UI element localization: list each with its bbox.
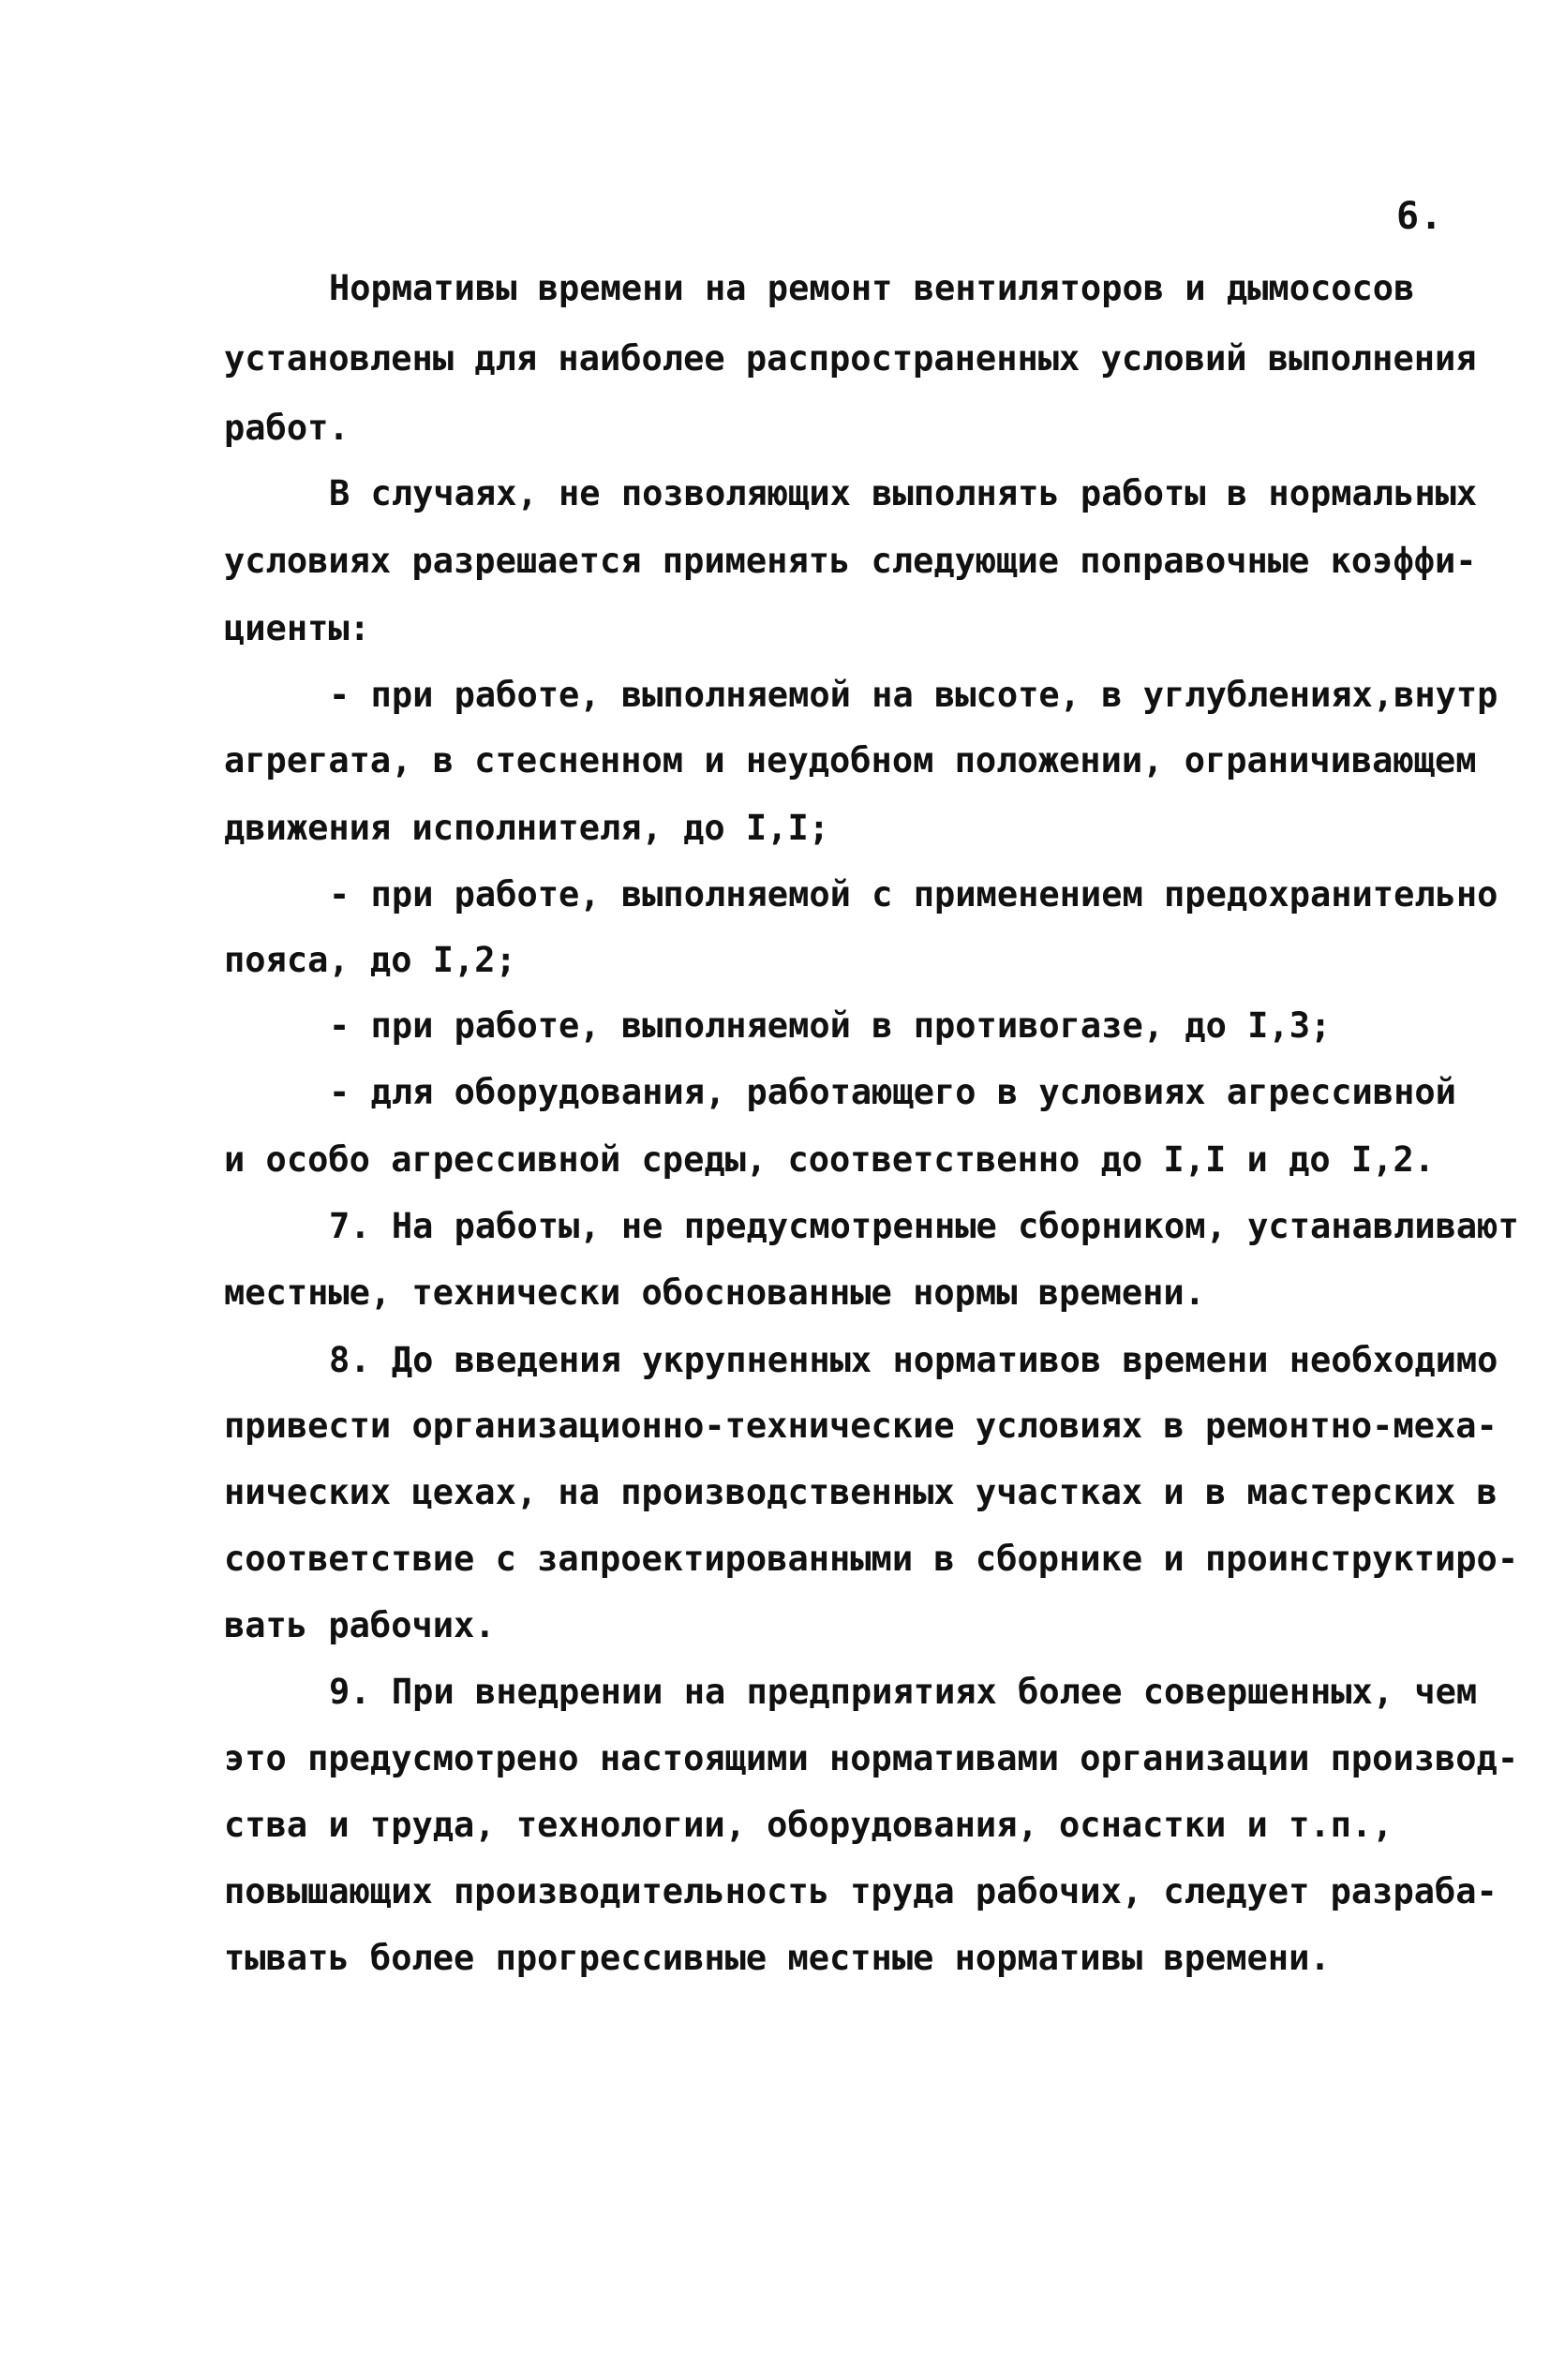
text-line: соответствие с запроектированными в сборнике и проинструктиро- — [224, 1539, 1519, 1579]
page-number: 6. — [1396, 195, 1444, 238]
text-line: условиях разрешается применять следующие поправочные коэффи- — [224, 541, 1477, 581]
text-line: привести организационно-технические условиях в ремонтно-меха- — [224, 1406, 1498, 1446]
text-line: ства и труда, технологии, оборудования, оснастки и т.п., — [224, 1805, 1394, 1845]
text-line: 9. При внедрении на предприятиях более совершенных, чем — [329, 1672, 1478, 1712]
text-line: установлены для наиболее распространенных условий выполнения — [224, 338, 1477, 379]
text-line: - при работе, выполняемой в противогазе, до I,3; — [329, 1005, 1332, 1046]
text-line: - для оборудования, работающего в условиях агрессивной — [329, 1072, 1456, 1112]
text-line: движения исполнителя, до I,I; — [224, 808, 830, 848]
text-line: 7. На работы, не предусмотренные сборником, устанавливают — [329, 1206, 1519, 1246]
text-line: пояса, до I,2; — [224, 940, 516, 980]
text-line: тывать более прогрессивные местные нормативы времени. — [224, 1938, 1331, 1978]
text-line: местные, технически обоснованные нормы времени. — [224, 1272, 1205, 1313]
text-line: Нормативы времени на ремонт вентиляторов и дымососов — [329, 268, 1415, 308]
text-line: - при работе, выполняемой на высоте, в углублениях,внутр — [329, 675, 1498, 715]
text-line: и особо агрессивной среды, соответственно до I,I и до I,2. — [224, 1139, 1436, 1180]
text-line: - при работе, выполняемой с применением предохранительно — [329, 874, 1498, 915]
text-line: вать рабочих. — [224, 1605, 496, 1645]
text-line: циенты: — [224, 608, 370, 648]
text-line: работ. — [224, 408, 350, 448]
text-line: агрегата, в стесненном и неудобном положении, ограничивающем — [224, 740, 1477, 781]
text-line: В случаях, не позволяющих выполнять работы в нормальных — [329, 473, 1478, 513]
text-line: повышающих производительность труда рабочих, следует разраба- — [224, 1871, 1498, 1911]
text-line: 8. До введения укрупненных нормативов времени необходимо — [329, 1340, 1498, 1380]
text-line: это предусмотрено настоящими нормативами организации производ- — [224, 1738, 1519, 1778]
text-line: нических цехах, на производственных участках и в мастерских в — [224, 1472, 1498, 1512]
